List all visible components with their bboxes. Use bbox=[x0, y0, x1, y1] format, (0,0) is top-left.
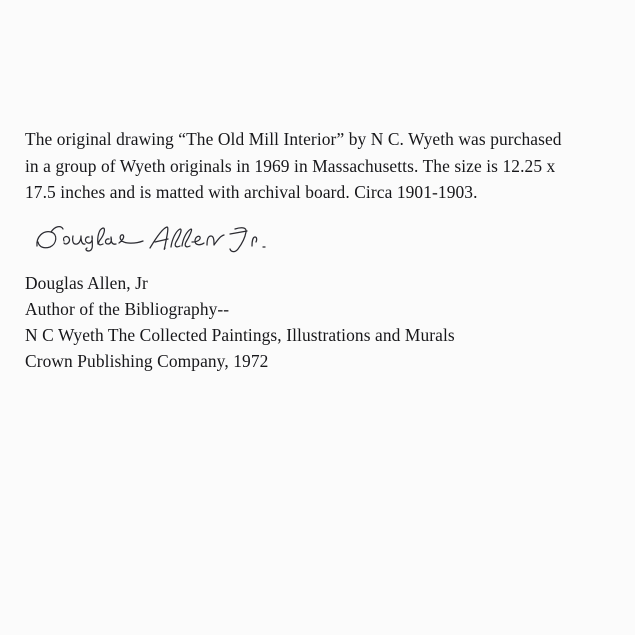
book-title: N C Wyeth The Collected Paintings, Illustrations and Murals bbox=[25, 324, 455, 345]
signer-title: Author of the Bibliography-- bbox=[25, 298, 230, 319]
signature-block bbox=[25, 222, 615, 262]
document-body bbox=[25, 126, 615, 374]
handwritten-signature-icon bbox=[31, 220, 291, 262]
publisher-line: Crown Publishing Company, 1972 bbox=[25, 351, 269, 372]
signer-name: Douglas Allen, Jr bbox=[25, 272, 148, 293]
closing-block bbox=[25, 270, 615, 375]
paragraph-line-1: The original drawing “The Old Mill Interior” by N C. Wyeth was purchased bbox=[25, 129, 562, 149]
paragraph-line-2: in a group of Wyeth originals in 1969 in Massachusetts. The size is 12.25 x bbox=[25, 155, 556, 176]
paragraph-line-3: 17.5 inches and is matted with archival board. Circa 1901-1903. bbox=[25, 182, 478, 202]
provenance-paragraph bbox=[25, 126, 615, 206]
